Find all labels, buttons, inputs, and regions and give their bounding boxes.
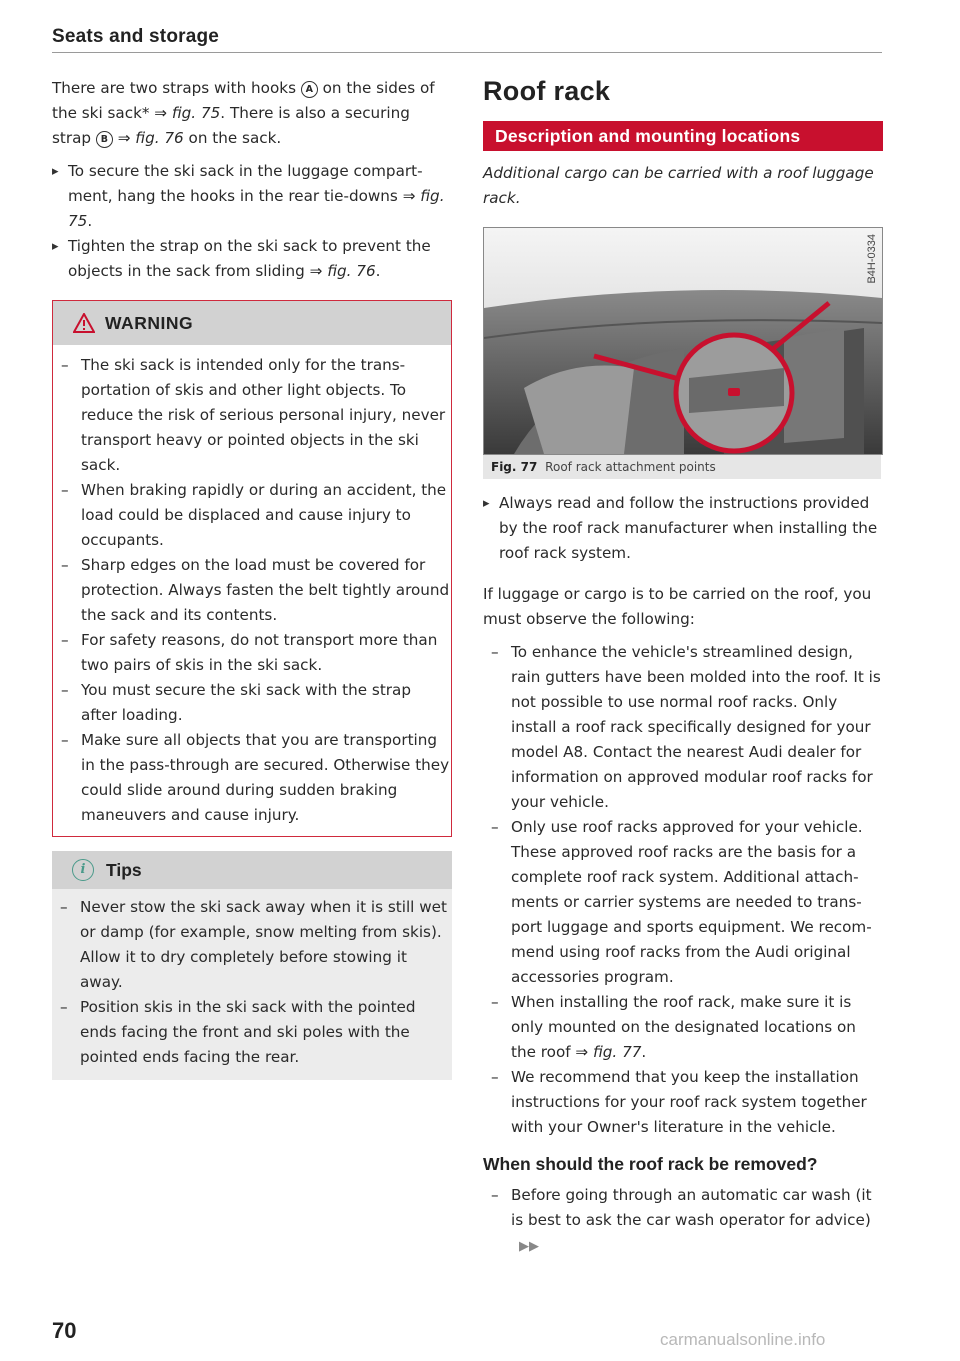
list-item: – Only use roof racks approved for your vehicle. These approved roof racks are the basis for a complete roof rack system. Additional attachments or carrier systems are needed to transport luggage and sports equipment. We recommend using roof racks from the Audi original accessories program. bbox=[483, 815, 883, 990]
tip-item: – Never stow the ski sack away when it is still wet or damp (for example, snow melting from skis). Allow it to dry completely before stowing it away. bbox=[52, 895, 452, 995]
figure-link[interactable]: ⇒ fig. 77 bbox=[575, 1043, 642, 1061]
warning-item: – When braking rapidly or during an accident, the load could be displaced and cause injury to occupants. bbox=[53, 478, 451, 553]
warning-item: – You must secure the ski sack with the strap after loading. bbox=[53, 678, 451, 728]
page-number: 70 bbox=[52, 1318, 77, 1343]
warning-box bbox=[52, 300, 452, 837]
tips-header bbox=[52, 851, 452, 889]
marker-b-icon: B bbox=[96, 131, 113, 148]
info-icon: i bbox=[72, 859, 94, 881]
roof-rack-figure bbox=[483, 227, 883, 455]
figure-link[interactable]: ⇒ fig. 76 bbox=[117, 129, 184, 147]
list-item: – To enhance the vehicle's streamlined design, rain gutters have been molded into the roof. It is not possible to use normal roof racks. Only install a roof rack specifically designed for your model A8. Contact the nearest Audi dealer for information on approved modular roof racks for your vehicle. bbox=[483, 640, 883, 815]
warning-item: – Sharp edges on the load must be covered for protection. Always fasten the belt tightly around the sack and its contents. bbox=[53, 553, 451, 628]
subheading: When should the roof rack be removed? bbox=[483, 1154, 818, 1174]
figure-code: B4H-0334 bbox=[866, 234, 878, 284]
figure-link[interactable]: ⇒ fig. 75 bbox=[154, 104, 221, 122]
instruction-step: ▸ To secure the ski sack in the luggage compartment, hang the hooks in the rear tie-downs ⇒ fig. 75. bbox=[52, 159, 452, 234]
left-column bbox=[52, 76, 452, 1080]
warning-item: – The ski sack is intended only for the transportation of skis and other light objects. To reduce the risk of serious personal injury, never transport heavy or pointed objects in the ski sack. bbox=[53, 353, 451, 478]
watermark: carmanualsonline.info bbox=[660, 1330, 826, 1349]
warning-item: – For safety reasons, do not transport more than two pairs of skis in the ski sack. bbox=[53, 628, 451, 678]
right-column bbox=[483, 76, 883, 1259]
warning-title: WARNING bbox=[105, 312, 194, 333]
continue-arrow-icon: ▶▶ bbox=[519, 1239, 539, 1254]
figure-caption: Fig. 77 Roof rack attachment points bbox=[483, 455, 881, 479]
intro-paragraph: There are two straps with hooks A on the sides of the ski sack* ⇒ fig. 75. There is also a securing strap B ⇒ fig. 76 on the sack. bbox=[52, 79, 435, 147]
figure-link[interactable]: ⇒ fig. 76 bbox=[309, 262, 376, 280]
list-item: – When installing the roof rack, make sure it is only mounted on the designated locations on the roof ⇒ fig. 77. bbox=[483, 990, 883, 1065]
instruction-step: ▸ Always read and follow the instructions provided by the roof rack manufacturer when installing the roof rack system. bbox=[483, 491, 883, 566]
tips-box bbox=[52, 851, 452, 1080]
tips-title: Tips bbox=[106, 859, 142, 880]
marker-a-icon: A bbox=[301, 81, 318, 98]
section-title: Roof rack bbox=[483, 76, 611, 106]
intro-text: Additional cargo can be carried with a roof luggage rack. bbox=[483, 164, 874, 207]
instruction-step: ▸ Tighten the strap on the ski sack to prevent the objects in the sack from sliding ⇒ fig. 76. bbox=[52, 234, 452, 284]
tip-item: – Position skis in the ski sack with the pointed ends facing the front and ski poles with the pointed ends facing the rear. bbox=[52, 995, 452, 1070]
paragraph: If luggage or cargo is to be carried on the roof, you must observe the following: bbox=[483, 585, 872, 628]
figure-link[interactable]: ⇒ fig. 75 bbox=[68, 187, 445, 230]
header-divider bbox=[52, 52, 882, 53]
warning-item: – Make sure all objects that you are transporting in the pass-through are secured. Otherwise they could slide around during sudden braking maneuvers and cause injury. bbox=[53, 728, 451, 828]
list-item: – We recommend that you keep the installation instructions for your roof rack system together with your Owner's literature in the vehicle. bbox=[483, 1065, 883, 1140]
list-item: – Before going through an automatic car wash (it is best to ask the car wash operator for advice) ▶▶ bbox=[483, 1183, 883, 1259]
warning-triangle-icon bbox=[73, 313, 95, 333]
warning-header bbox=[53, 301, 451, 345]
subsection-bar: Description and mounting locations bbox=[483, 121, 883, 151]
roof-rack-illustration bbox=[484, 228, 882, 454]
running-header: Seats and storage bbox=[52, 26, 220, 47]
